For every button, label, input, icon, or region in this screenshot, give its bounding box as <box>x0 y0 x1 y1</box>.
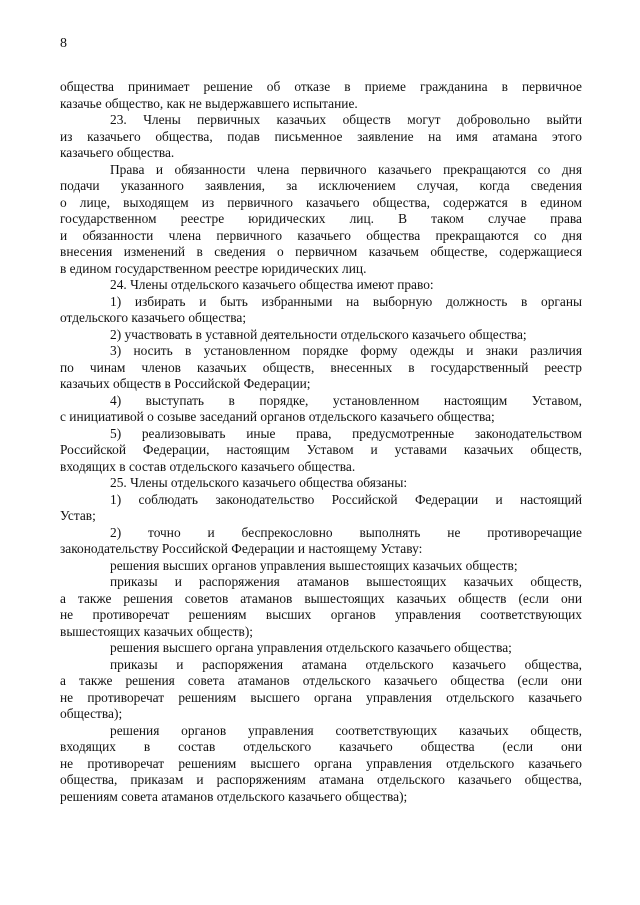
text-line: законодательству Российской Федерации и настоящему Уставу: <box>60 541 423 556</box>
text-line: по чинам членов казачьих обществ, внесенных в государственный реестр <box>60 359 582 375</box>
text-line: вышестоящих казачьих обществ); <box>60 623 254 639</box>
text-line: 1) избирать и быть избранными на выборную должность в органы <box>110 293 582 309</box>
text-line: 4) выступать в порядке, установленном настоящим Уставом, <box>110 392 582 408</box>
text-line: 24. Члены отдельского казачьего общества имеют право: <box>110 277 434 292</box>
text-line: решения органов управления соответствующих казачьих обществ, <box>110 722 582 738</box>
text-line: 5) реализовывать иные права, предусмотренные законодательством <box>110 425 582 441</box>
text-line: 25. Члены отдельского казачьего общества обязаны: <box>110 475 408 490</box>
text-line: в едином государственном реестре юридических лиц. <box>60 260 367 276</box>
text-line: решения высших органов управления вышестоящих казачьих обществ; <box>110 557 518 573</box>
text-line: входящих в состав отдельского казачьего общества. <box>60 458 356 474</box>
document-body <box>60 79 582 805</box>
text-line: казачье общество, как не выдержавшего испытание. <box>60 95 358 111</box>
text-line: решения высшего органа управления отдельского казачьего общества; <box>110 640 512 655</box>
text-line: казачьих обществ в Российской Федерации; <box>60 376 311 391</box>
text-line: Права и обязанности члена первичного казачьего прекращаются со дня <box>110 161 582 177</box>
text-line: внесения изменений в сведения о первичном казачьем обществе, содержащиеся <box>60 244 582 259</box>
text-line: о лице, выходящем из первичного казачьего общества, содержатся в едином <box>60 194 582 210</box>
text-line: входящих в состав отдельского казачьего общества (если они <box>60 739 582 754</box>
text-line: а также решения советов атаманов вышестоящих казачьих обществ (если они <box>60 590 582 606</box>
text-line: с инициативой о созыве заседаний органов отдельского казачьего общества; <box>60 409 495 424</box>
text-line: общества); <box>60 706 123 721</box>
text-line: 2) точно и беспрекословно выполнять не противоречащие <box>110 524 582 540</box>
page-number: 8 <box>60 36 67 51</box>
text-line: решениям совета атаманов отдельского казачьего общества); <box>60 788 408 804</box>
text-line: общества, приказам и распоряжениям атамана отдельского казачьего общества, <box>60 772 582 787</box>
text-line: 1) соблюдать законодательство Российской Федерации и настоящий <box>110 491 582 507</box>
text-line: не противоречат решениям высшего органа управления отдельского казачьего <box>60 755 582 771</box>
text-line: приказы и распоряжения атамана отдельского казачьего общества, <box>110 656 582 672</box>
text-line: Российской Федерации, настоящим Уставом и уставами казачьих обществ, <box>60 442 582 457</box>
text-line: 3) носить в установленном порядке форму одежды и знаки различия <box>110 343 582 358</box>
text-line: подачи указанного заявления, за исключением случая, когда сведения <box>60 178 582 193</box>
text-line: общества принимает решение об отказе в приеме гражданина в первичное <box>60 79 582 94</box>
text-line: Устав; <box>60 508 96 523</box>
text-line: из казачьего общества, подав письменное заявление на имя атамана этого <box>60 128 582 144</box>
text-line: 23. Члены первичных казачьих обществ могут добровольно выйти <box>110 112 582 127</box>
text-line: 2) участвовать в уставной деятельности отдельского казачьего общества; <box>110 326 527 342</box>
text-line: отдельского казачьего общества; <box>60 310 247 325</box>
text-line: а также решения совета атаманов отдельского казачьего общества (если они <box>60 673 582 688</box>
text-line: приказы и распоряжения атаманов вышестоящих казачьих обществ, <box>110 574 582 589</box>
text-line: не противоречат решениям высшего органа управления отдельского казачьего <box>60 689 582 705</box>
text-line: и обязанности члена первичного казачьего общества прекращаются со дня <box>60 227 582 243</box>
text-line: не противоречат решениям высших органов управления соответствующих <box>60 607 582 622</box>
text-line: казачьего общества. <box>60 145 175 160</box>
text-line: государственном реестре юридических лиц. В таком случае права <box>60 211 582 226</box>
